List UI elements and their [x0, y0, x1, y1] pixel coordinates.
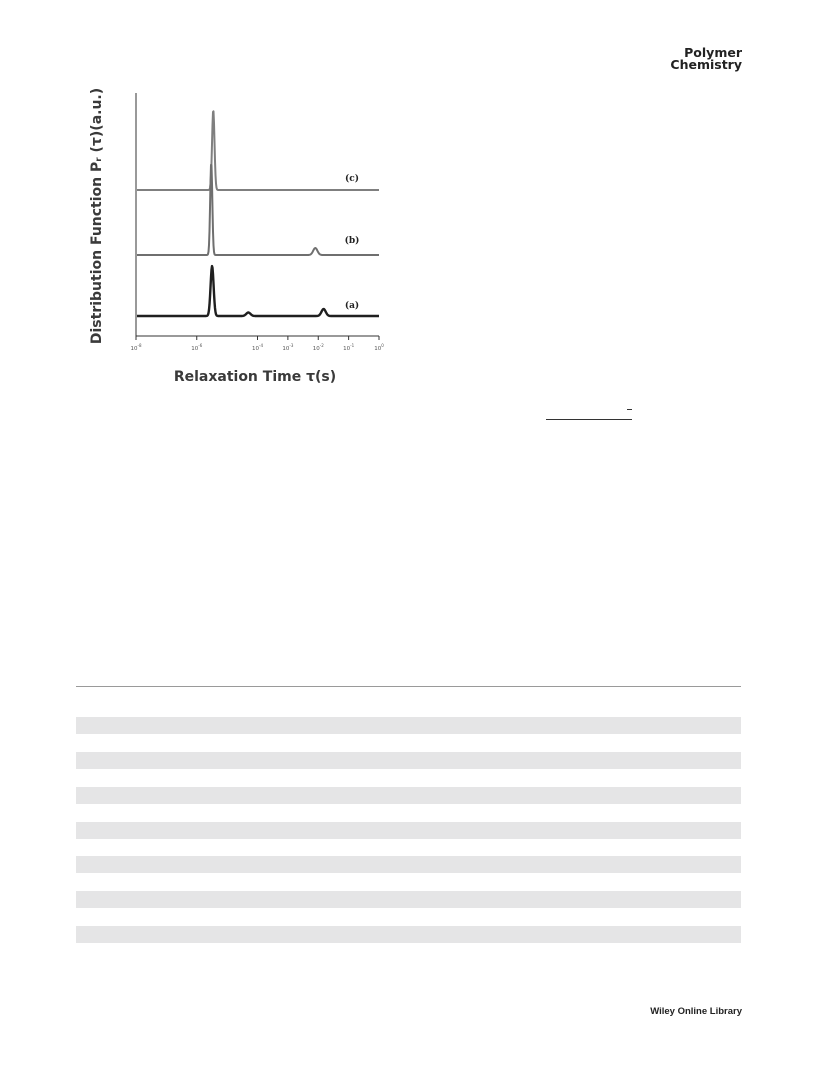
x-tick-label: $10^{-2}$ [312, 343, 324, 352]
table-row [76, 822, 741, 839]
x-tick-label: $10^{-1}$ [343, 343, 355, 352]
journal-name-line1: Polymer [684, 45, 742, 60]
table-top-rule [76, 686, 741, 687]
x-tick-label: $10^0$ [374, 343, 384, 352]
relaxation-time-figure [0, 0, 816, 420]
table-row [76, 891, 741, 908]
series-label-c: (c) [345, 174, 359, 184]
link-mark [627, 409, 632, 410]
series-line-c [137, 111, 379, 190]
x-tick-label: $10^{-4}$ [252, 343, 263, 352]
series-line-b [137, 165, 379, 255]
curve-labels [345, 173, 360, 311]
series-label-b: (b) [344, 236, 360, 246]
x-axis-label: Relaxation Time τ(s) [173, 369, 337, 385]
x-tick-label: $10^{-8}$ [130, 343, 142, 352]
relaxation-time-chart [0, 0, 816, 420]
table-row [76, 787, 741, 804]
axes [136, 93, 379, 336]
series-line-a [137, 266, 379, 316]
hyperlink-fragment[interactable] [546, 409, 632, 420]
x-tick-label: $10^{-6}$ [191, 343, 203, 352]
table-row [76, 717, 741, 734]
table-row [76, 856, 741, 873]
table-row [76, 752, 741, 769]
x-tick-label: $10^{-3}$ [282, 343, 294, 352]
series-label-a: (a) [344, 301, 360, 311]
journal-name-line2: Chemistry [670, 57, 742, 72]
publisher-footer: Wiley Online Library [650, 1006, 742, 1017]
x-axis-ticks [131, 336, 385, 352]
table-row [76, 926, 741, 943]
y-axis-label: Distribution Function Pᵣ (τ)(a.u.) [89, 87, 105, 345]
distribution-curves [137, 111, 379, 316]
